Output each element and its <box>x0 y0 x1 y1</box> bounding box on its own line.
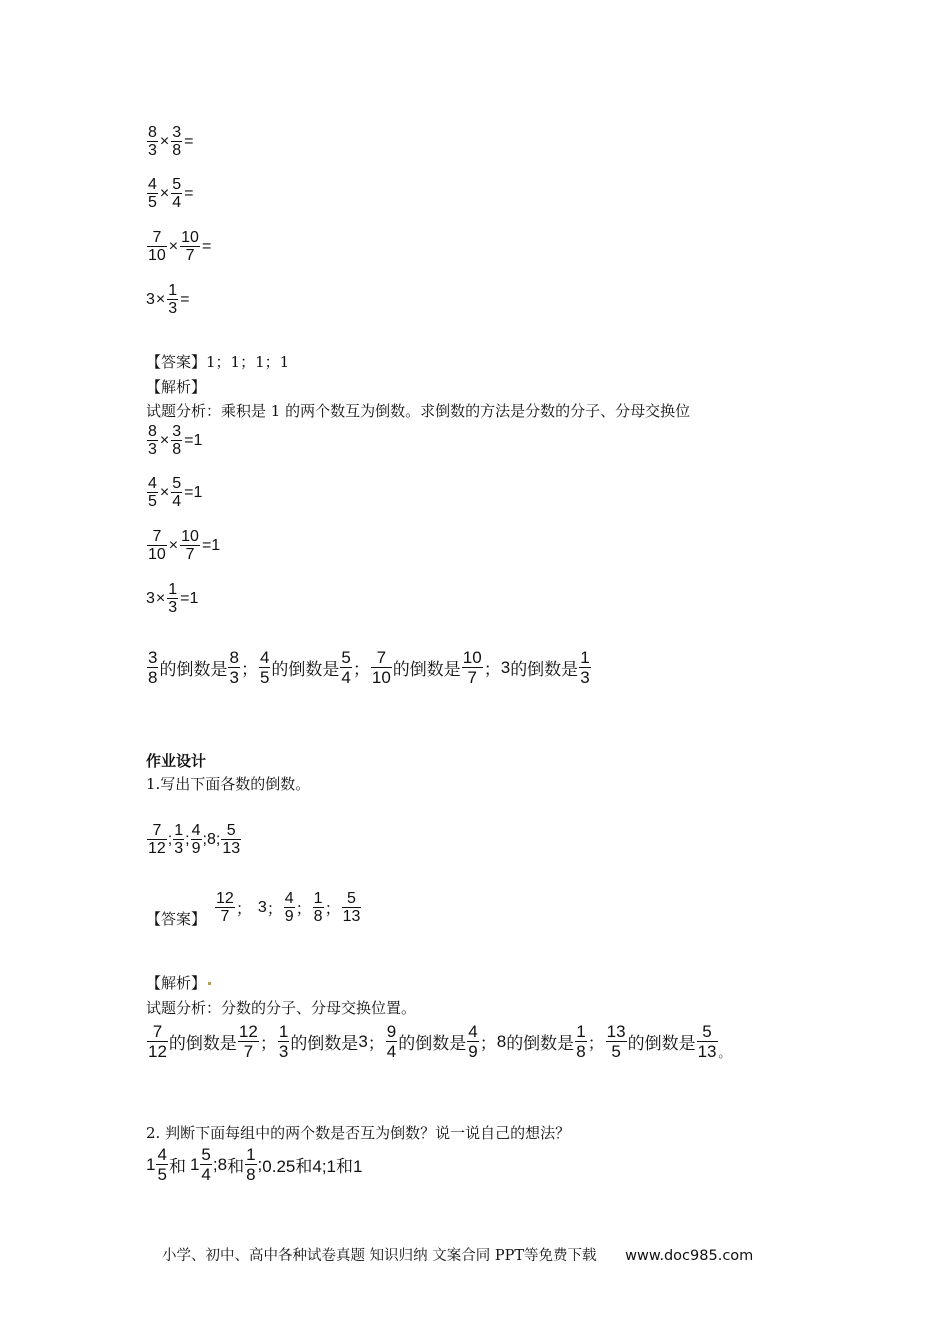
question-1-numbers: $\frac{7}{12}$ ; $\frac{1}{3}$ ; $\frac{4}{9}$ ; 8; $\frac{5}{13}$ <box>148 822 241 857</box>
answer-label: 【答案】 <box>146 910 207 928</box>
fraction: $\frac{5}{13}$ <box>697 1022 717 1061</box>
fraction: $\frac{1}{3}$ <box>168 581 178 616</box>
decor-dot <box>208 982 211 985</box>
fraction: $\frac{5}{4}$ <box>172 176 182 211</box>
fraction: $\frac{7}{10}$ <box>148 229 166 264</box>
fraction: $\frac{4}{5}$ <box>157 1145 167 1184</box>
fraction: $\frac{8}{3}$ <box>229 648 239 687</box>
fraction: $\frac{5}{13}$ <box>222 822 241 857</box>
fraction: $\frac{4}{9}$ <box>468 1022 478 1061</box>
fraction: $\frac{1}{8}$ <box>313 890 323 925</box>
fraction: $\frac{1}{3}$ <box>174 822 184 857</box>
analysis-text: 试题分析：乘积是 1 的两个数互为倒数。求倒数的方法是分数的分子、分母交换位 <box>146 402 691 420</box>
fraction: $\frac{3}{8}$ <box>172 423 182 458</box>
answer-text: 1；1；1；1 <box>206 353 290 371</box>
fraction: $\frac{8}{3}$ <box>148 124 157 159</box>
fraction: $\frac{1}{8}$ <box>576 1022 586 1061</box>
footer-text: 小学、初中、高中各种试卷真题 知识归纳 文案合同 PPT等免费下载 <box>162 1248 597 1264</box>
analysis-label-2: 【解析】 <box>146 973 212 993</box>
fraction: $\frac{4}{5}$ <box>259 648 270 687</box>
fraction: $\frac{3}{8}$ <box>172 124 182 159</box>
solution-4: 3 × $\frac{1}{3}$ =1 <box>146 581 199 616</box>
fraction: $\frac{7}{10}$ <box>148 528 166 563</box>
fraction: $\frac{1}{8}$ <box>246 1145 256 1184</box>
question-1: 1.写出下面各数的倒数。 <box>146 775 311 793</box>
question-2-pairs: 1 $\frac{4}{5}$ 和 1 $\frac{5}{4}$ ; 8 和 $\frac{1}{8}$ ; 0.25和4; 1和1 <box>146 1145 363 1184</box>
fraction: $\frac{5}{4}$ <box>341 648 351 687</box>
fraction: $\frac{10}{7}$ <box>181 528 199 563</box>
fraction: $\frac{4}{9}$ <box>191 822 201 857</box>
section-title: 作业设计 <box>146 752 207 770</box>
footer-link[interactable]: www.doc985.com <box>625 1248 754 1264</box>
fraction: $\frac{5}{13}$ <box>342 890 361 925</box>
problem-3: $\frac{7}{10}$ × $\frac{10}{7}$ = <box>148 229 212 264</box>
fraction: $\frac{7}{12}$ <box>148 822 166 857</box>
page-footer <box>162 1244 753 1265</box>
fraction: $\frac{1}{3}$ <box>168 282 178 317</box>
fraction: $\frac{4}{9}$ <box>284 890 294 925</box>
answer-line <box>146 352 289 372</box>
fraction: $\frac{8}{3}$ <box>148 423 157 458</box>
problem-4: 3 × $\frac{1}{3}$ = <box>146 282 190 317</box>
fraction: $\frac{4}{5}$ <box>148 176 157 211</box>
solution-2: $\frac{4}{5}$ × $\frac{5}{4}$ =1 <box>148 475 203 510</box>
fraction: $\frac{7}{10}$ <box>371 648 391 687</box>
fraction: $\frac{1}{3}$ <box>278 1022 289 1061</box>
answer-label: 【答案】 <box>146 353 207 371</box>
solution-3: $\frac{7}{10}$ × $\frac{10}{7}$ =1 <box>148 528 221 563</box>
answer-2: 【答案】 $\frac{12}{7}$ ； 3 ； $\frac{4}{9}$ ； $\frac{1}{8}$ ； $\frac{5}{13}$ <box>146 896 362 931</box>
fraction: $\frac{5}{4}$ <box>201 1145 211 1184</box>
reciprocal-summary-2: $\frac{7}{12}$ 的倒数是 $\frac{12}{7}$ ； $\frac{1}{3}$ 的倒数是 3 ； $\frac{9}{4}$ 的倒数是 $\frac{4}{9}$ ； 8 的倒数是 $\frac{1}{8}$ ； $\frac{13}{5}$ 的倒数是 $\frac{5}{13}$ 。 <box>148 1022 731 1061</box>
analysis-text-2: 试题分析：分数的分子、分母交换位置。 <box>146 999 417 1017</box>
fraction: $\frac{5}{4}$ <box>172 475 182 510</box>
fraction: $\frac{10}{7}$ <box>181 229 199 264</box>
solution-1: $\frac{8}{3}$ × $\frac{3}{8}$ =1 <box>148 423 203 458</box>
fraction: $\frac{12}{7}$ <box>238 1022 258 1061</box>
question-2: 2. 判断下面每组中的两个数是否互为倒数？说一说自己的想法？ <box>146 1124 571 1142</box>
analysis-label: 【解析】 <box>146 378 207 396</box>
fraction: $\frac{4}{5}$ <box>148 475 157 510</box>
fraction: $\frac{12}{7}$ <box>216 890 234 925</box>
fraction: $\frac{9}{4}$ <box>386 1022 397 1061</box>
fraction: $\frac{1}{3}$ <box>580 648 590 687</box>
fraction: $\frac{13}{5}$ <box>606 1022 626 1061</box>
reciprocal-summary: $\frac{3}{8}$ 的倒数是 $\frac{8}{3}$ ； $\frac{4}{5}$ 的倒数是 $\frac{5}{4}$ ； $\frac{7}{10}$ 的倒数是 $\frac{10}{7}$ ； 3 的倒数是 $\frac{1}{3}$ <box>148 648 590 687</box>
fraction: $\frac{7}{12}$ <box>148 1022 167 1061</box>
problem-2: $\frac{4}{5}$ × $\frac{5}{4}$ = <box>148 176 194 211</box>
fraction: $\frac{10}{7}$ <box>462 648 482 687</box>
problem-1: $\frac{8}{3}$ × $\frac{3}{8}$ = <box>148 124 194 159</box>
fraction: $\frac{3}{8}$ <box>148 648 158 687</box>
